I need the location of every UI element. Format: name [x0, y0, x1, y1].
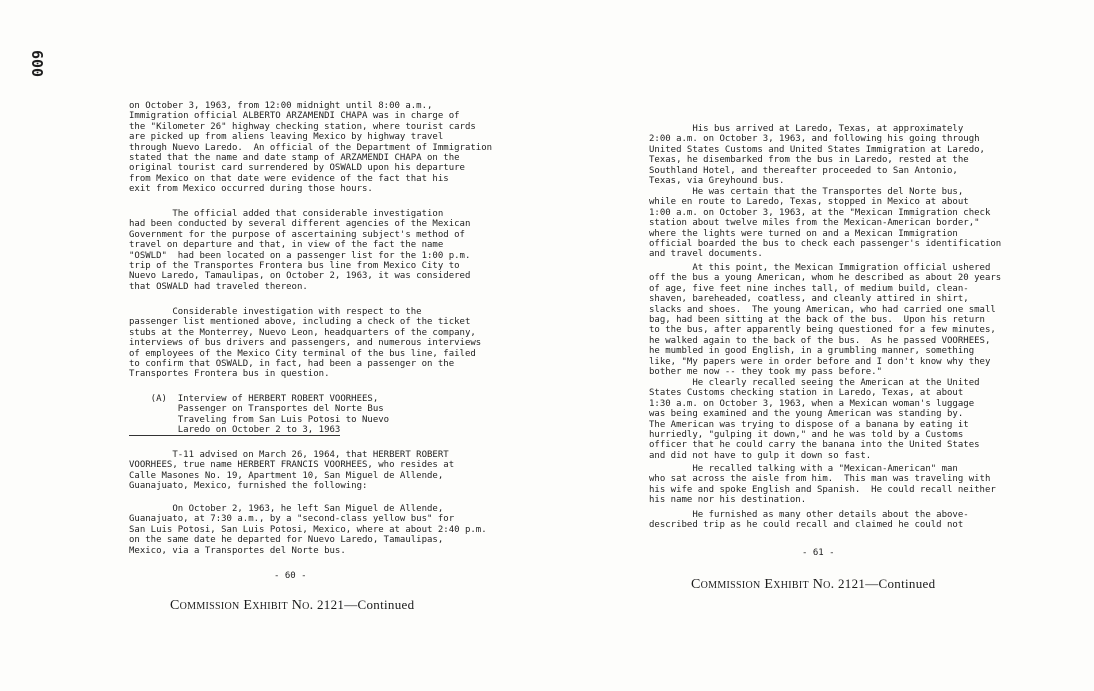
left-page-number: - 60 - [274, 571, 307, 581]
side-page-number: 600 [28, 50, 46, 78]
left-exhibit-prefix: Commission Exhibit No. [170, 598, 314, 613]
right-paragraph-3: At this point, the Mexican Immigration official ushered off the bus a young American, whom he described as about 20 years of age, five feet nine inches tall, of medium build, clean- shaven, bareheaded, coatless, and cleanly attired in shirt, slacks and shoes. The young American, who had carried one small bag, had been sitting at the back of the bus. Upon his return to the bus, after apparently being questioned for a few minutes, he walked again to the back of the bus. As he passed VOORHEES, he mumbled in good English, in a grumbling manner, something like, "My papers were in order before and I don't know why they bother me now -- they took my pass before." [649, 263, 1002, 378]
right-page-number: - 61 - [802, 548, 835, 558]
right-paragraph-1: His bus arrived at Laredo, Texas, at approximately 2:00 a.m. on October 3, 1963, and following his going through United States Customs and United States Immigration at Laredo, Texas, he disembarked from the bus in Laredo, rested at the Southland Hotel, and thereafter proceeded to San Antonio, Texas, via Greyhound bus. [649, 124, 985, 187]
right-paragraph-2: He was certain that the Transportes del Norte bus, while en route to Laredo, Texas, stopped in Mexico at about 1:00 a.m. on October 3, 1963, at the "Mexican Immigration check station about twelve miles from the Mexican-American border," where the lights were turned on and a Mexican Immigration official boarded the bus to check each passenger's identification and travel documents. [649, 187, 1002, 260]
left-paragraph-4: T-11 advised on March 26, 1964, that HERBERT ROBERT VOORHEES, true name HERBERT FRANCIS VOORHEES, who resides at Calle Masones No. 19, Apartment 10, San Miguel de Allende, Guanajuato, Mexico, furnished the following: [129, 450, 455, 492]
left-paragraph-1: on October 3, 1963, from 12:00 midnight until 8:00 a.m., Immigration official ALBERTO ARZAMENDI CHAPA was in charge of the "Kilometer 26" highway checking station, where tourist cards are picked up from aliens leaving Mexico by highway travel through Nuevo Laredo. An official of the Department of Immigration stated that the name and date stamp of ARZAMENDI CHAPA on the original tourist card surrendered by OSWALD upon his departure from Mexico on that date were evidence of the fact that his exit from Mexico occurred during those hours. [129, 101, 493, 195]
interview-heading: (A) Interview of HERBERT ROBERT VOORHEES, Passenger on Transportes del Norte Bus Traveling from San Luis Potosi to Nuevo [150, 394, 390, 425]
interview-heading-last-line: Laredo on October 2 to 3, 1963 [129, 425, 341, 435]
left-paragraph-2: The official added that considerable investigation had been conducted by several different agencies of the Mexican Government for the purpose of ascertaining subject's method of travel on departure and that, in view of the fact the name "OSWLD" had been located on a passenger list for the 1:00 p.m. trip of the Transportes Frontera bus line from Mexico City to Nuevo Laredo, Tamaulipas, on October 2, 1963, it was considered that OSWALD had traveled thereon. [129, 209, 471, 292]
left-paragraph-5: On October 2, 1963, he left San Miguel de Allende, Guanajuato, at 7:30 a.m., by a "second-class yellow bus" for San Luis Potosi, San Luis Potosi, Mexico, where at about 2:40 p.m. on the same date he departed for Nuevo Laredo, Tamaulipas, Mexico, via a Transportes del Norte bus. [129, 504, 487, 556]
left-paragraph-3: Considerable investigation with respect to the passenger list mentioned above, including a check of the ticket stubs at the Monterrey, Nuevo Leon, headquarters of the company, interviews of bus drivers and passengers, and numerous interviews of employees of the Mexico City terminal of the bus line, failed to confirm that OSWALD, in fact, had been a passenger on the Transportes Frontera bus in question. [129, 307, 482, 380]
right-paragraph-4: He clearly recalled seeing the American at the United States Customs checking station in Laredo, Texas, at about 1:30 a.m. on October 3, 1963, when a Mexican woman's luggage was being examined and the young American was standing by. The American was trying to dispose of a banana by eating it hurriedly, "gulping it down," and he was told by a Customs officer that he could carry the banana into the United States and did not have to gulp it down so fast. [649, 378, 980, 461]
right-exhibit-number: 2121—Continued [838, 576, 936, 591]
right-exhibit-prefix: Commission Exhibit No. [691, 577, 835, 592]
interview-heading-underlined [129, 425, 340, 435]
left-exhibit-caption [170, 597, 414, 614]
right-paragraph-6: He furnished as many other details about the above- described trip as he could recall and claimed he could not [649, 510, 969, 531]
right-paragraph-5: He recalled talking with a "Mexican-American" man who sat across the aisle from him. This man was traveling with his wife and spoke English and Spanish. He could recall neither his name nor his destination. [649, 464, 996, 506]
right-exhibit-caption [691, 576, 935, 593]
left-exhibit-number: 2121—Continued [317, 597, 415, 612]
